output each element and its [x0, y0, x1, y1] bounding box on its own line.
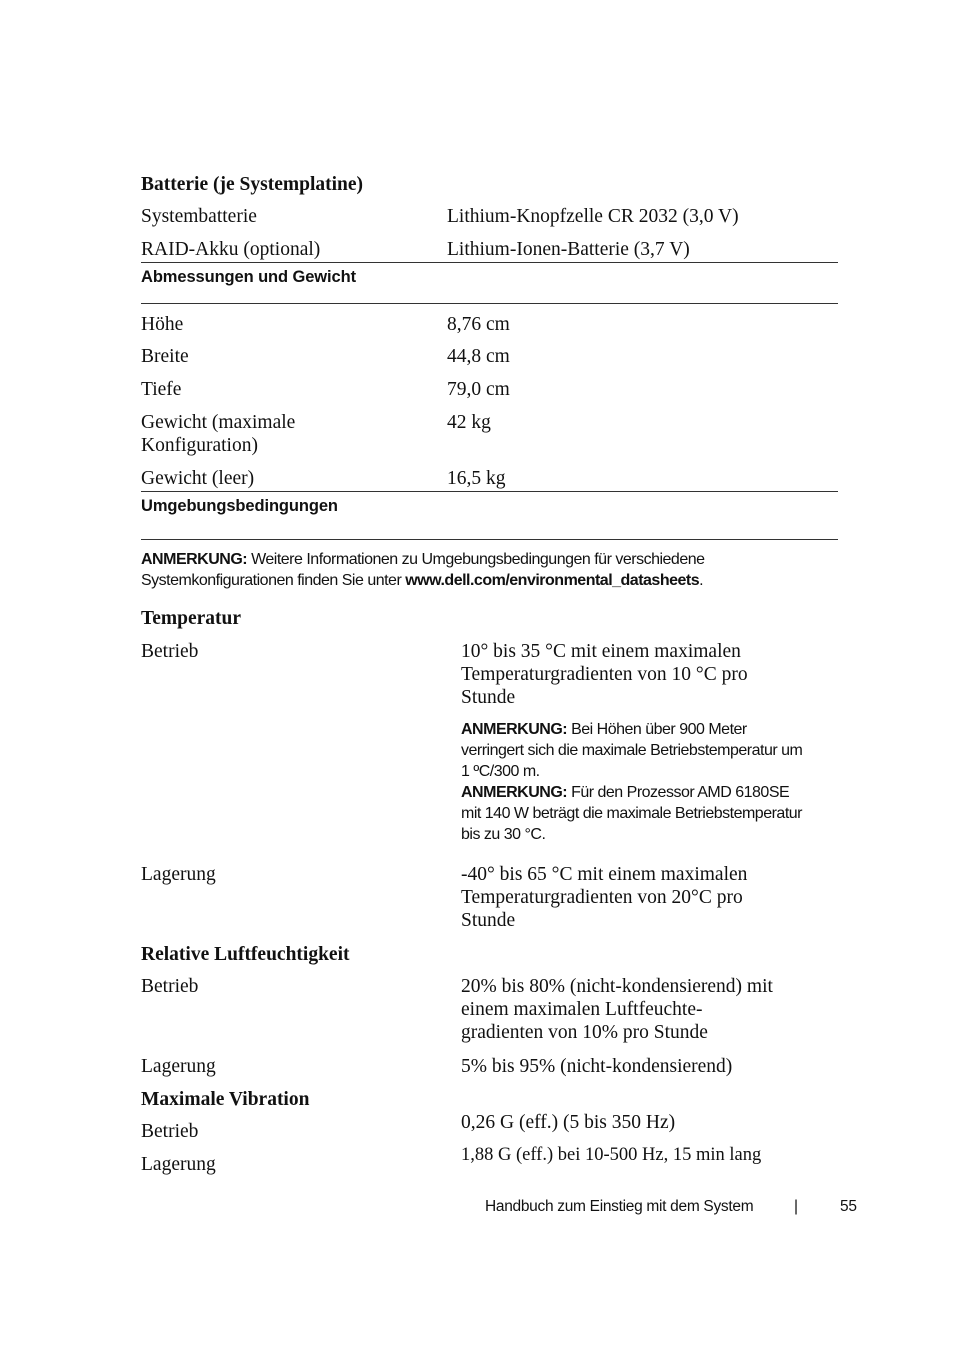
temp-operating-line: Temperaturgradienten von 10 °C pro	[461, 664, 748, 685]
width-value: 44,8 cm	[447, 346, 510, 367]
page-number: 55	[840, 1198, 857, 1215]
divider	[141, 262, 838, 263]
humidity-operating-label: Betrieb	[141, 976, 199, 997]
humidity-operating-line: 20% bis 80% (nicht-kondensierend) mit	[461, 976, 773, 997]
width-label: Breite	[141, 346, 189, 367]
humidity-operating-line: einem maximalen Luftfeuchte-	[461, 999, 703, 1020]
note-text: mit 140 W beträgt die maximale Betriebstemperatur	[461, 805, 802, 822]
temperature-heading: Temperatur	[141, 608, 242, 629]
vibration-operating-value: 0,26 G (eff.) (5 bis 350 Hz)	[461, 1112, 676, 1133]
temp-storage-line: -40° bis 65 °C mit einem maximalen	[461, 864, 748, 885]
humidity-operating-value	[461, 975, 773, 1044]
depth-label: Tiefe	[141, 379, 182, 400]
max-weight-value: 42 kg	[447, 412, 491, 433]
temp-operating-label: Betrieb	[141, 641, 199, 662]
max-weight-label-line1: Gewicht (maximale	[141, 412, 296, 433]
divider	[141, 539, 838, 540]
environment-note	[141, 549, 841, 591]
note-text: Für den Prozessor AMD 6180SE	[571, 784, 790, 801]
humidity-operating-line: gradienten von 10% pro Stunde	[461, 1022, 708, 1043]
footer-title: Handbuch zum Einstieg mit dem System	[485, 1198, 754, 1215]
note-label: ANMERKUNG:	[461, 784, 568, 801]
note-text: verringert sich die maximale Betriebstemperatur um	[461, 742, 803, 759]
empty-weight-value: 16,5 kg	[447, 468, 506, 489]
dimensions-heading: Abmessungen und Gewicht	[141, 268, 356, 286]
vibration-operating-label: Betrieb	[141, 1121, 199, 1142]
depth-value: 79,0 cm	[447, 379, 510, 400]
humidity-heading: Relative Luftfeuchtigkeit	[141, 944, 350, 965]
note-text: Bei Höhen über 900 Meter	[571, 721, 747, 738]
footer-separator: |	[794, 1198, 798, 1215]
vibration-storage-value: 1,88 G (eff.) bei 10-500 Hz, 15 min lang	[461, 1145, 762, 1165]
humidity-storage-value: 5% bis 95% (nicht-kondensierend)	[461, 1056, 733, 1077]
temp-operating-line: 10° bis 35 °C mit einem maximalen	[461, 641, 741, 662]
system-battery-label: Systembatterie	[141, 206, 257, 227]
note-text: bis zu 30 °C.	[461, 826, 546, 843]
raid-battery-value: Lithium-Ionen-Batterie (3,7 V)	[447, 239, 690, 260]
temp-storage-line: Stunde	[461, 910, 516, 931]
divider	[141, 491, 838, 492]
system-battery-value: Lithium-Knopfzelle CR 2032 (3,0 V)	[447, 206, 739, 227]
height-value: 8,76 cm	[447, 314, 510, 335]
height-label: Höhe	[141, 314, 184, 335]
note-label: ANMERKUNG:	[461, 721, 568, 738]
environment-heading: Umgebungsbedingungen	[141, 497, 338, 515]
vibration-heading: Maximale Vibration	[141, 1089, 310, 1110]
battery-heading: Batterie (je Systemplatine)	[141, 174, 364, 195]
temp-storage-line: Temperaturgradienten von 20°C pro	[461, 887, 743, 908]
temp-storage-label: Lagerung	[141, 864, 216, 885]
note-text: 1 ºC/300 m.	[461, 763, 540, 780]
temp-operating-value	[461, 640, 748, 709]
max-weight-label-line2: Konfiguration)	[141, 435, 258, 456]
temp-operating-line: Stunde	[461, 687, 516, 708]
temp-notes	[461, 719, 841, 845]
note-label: ANMERKUNG:	[141, 551, 248, 568]
vibration-storage-label: Lagerung	[141, 1154, 216, 1175]
divider	[141, 303, 838, 304]
raid-battery-label: RAID-Akku (optional)	[141, 239, 321, 260]
temp-storage-value	[461, 863, 747, 932]
note-text-line2: Systemkonfigurationen finden Sie unter	[141, 572, 406, 589]
humidity-storage-label: Lagerung	[141, 1056, 216, 1077]
note-text-line1: Weitere Informationen zu Umgebungsbedingungen für verschiedene	[251, 551, 705, 568]
note-suffix: .	[699, 572, 704, 589]
empty-weight-label: Gewicht (leer)	[141, 468, 255, 489]
datasheet-link[interactable]: www.dell.com/environmental_datasheets	[405, 572, 700, 589]
